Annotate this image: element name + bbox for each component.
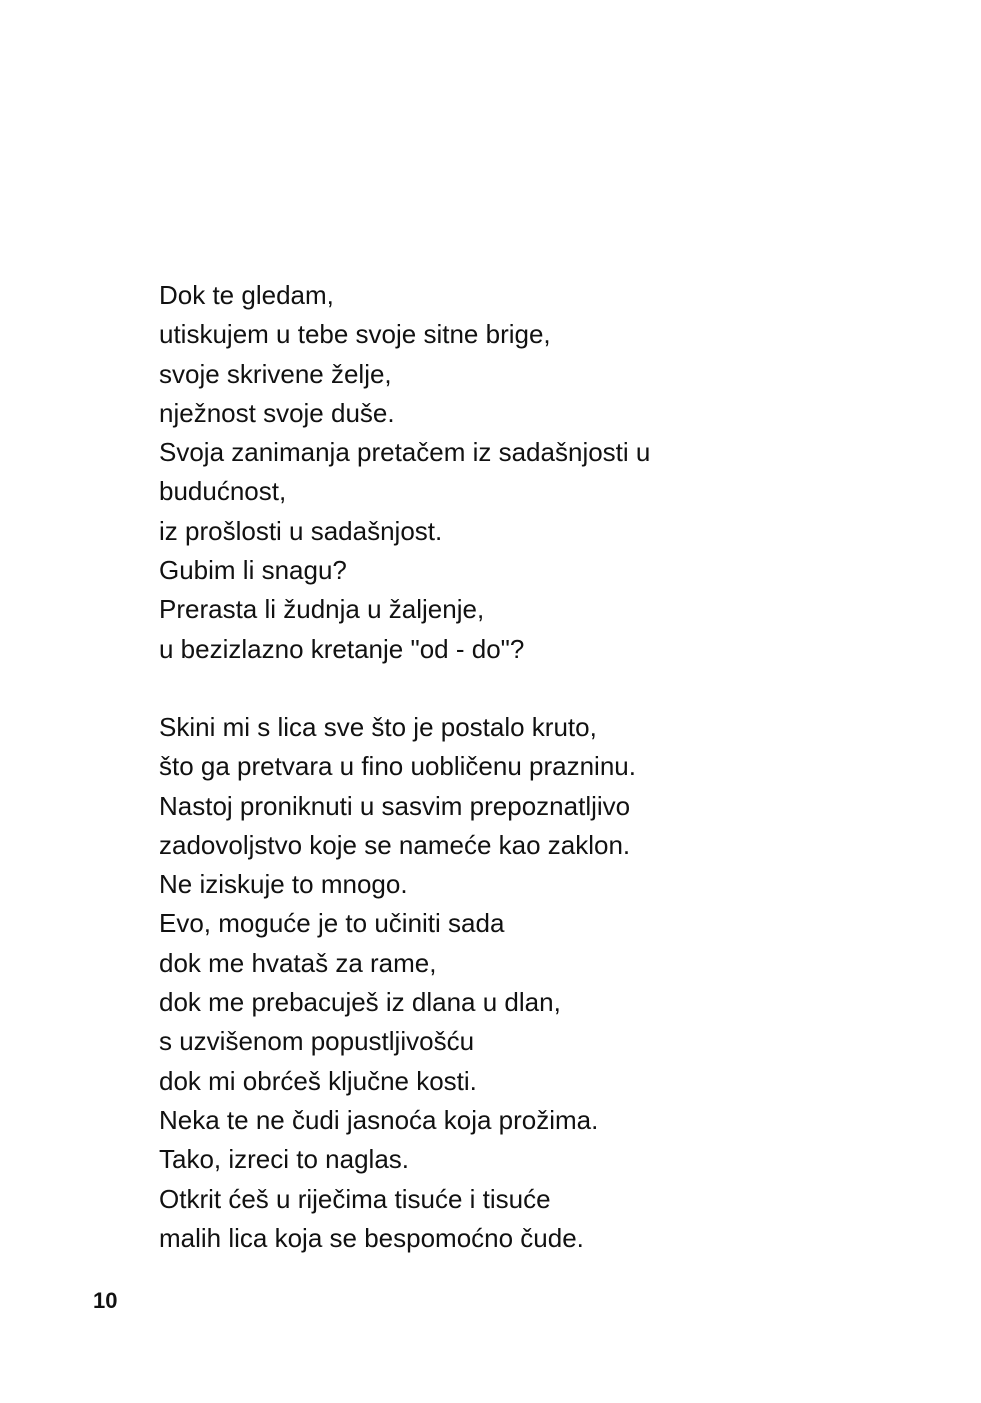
poem-line: Svoja zanimanja pretačem iz sadašnjosti u: [159, 437, 651, 468]
page-number: 10: [93, 1288, 118, 1313]
stanza-1: [159, 276, 859, 669]
poem-line: nježnost svoje duše.: [159, 397, 395, 428]
poem-line: iz prošlosti u sadašnjost.: [159, 515, 443, 546]
poem-line: Dok te gledam,: [159, 280, 334, 310]
poem-line: Otkrit ćeš u riječima tisuće i tisuće: [159, 1183, 551, 1214]
poem-line: svoje skrivene želje,: [159, 358, 392, 389]
poem-line: budućnost,: [159, 476, 287, 507]
poem-line: dok me prebacuješ iz dlana u dlan,: [159, 987, 561, 1018]
poem-line: Neka te ne čudi jasnoća koja prožima.: [159, 1104, 599, 1135]
poem-line: Prerasta li žudnja u žaljenje,: [159, 594, 485, 625]
poem-line: dok mi obrćeš ključne kosti.: [159, 1065, 477, 1096]
poem-line: Gubim li snagu?: [159, 555, 347, 586]
poem-line: što ga pretvara u fino uobličenu prazninu.: [159, 751, 636, 782]
poem-line: utiskujem u tebe svoje sitne brige,: [159, 319, 551, 350]
poem-line: u bezizlazno kretanje "od - do"?: [159, 633, 525, 664]
poem-line: zadovoljstvo koje se nameće kao zaklon.: [159, 829, 631, 860]
stanza-2: [159, 708, 859, 1258]
poem-line: Nastoj proniknuti u sasvim prepoznatljivo: [159, 790, 631, 821]
poem-line: Evo, moguće je to učiniti sada: [159, 908, 505, 939]
poem-line: dok me hvataš za rame,: [159, 947, 437, 978]
poem-text: [159, 276, 859, 1258]
poem-line: Tako, izreci to naglas.: [159, 1144, 410, 1175]
poem-line: Skini mi s lica sve što je postalo kruto,: [159, 711, 597, 742]
poem-line: Ne iziskuje to mnogo.: [159, 869, 408, 900]
poem-line: malih lica koja se bespomoćno čude.: [159, 1222, 584, 1253]
poem-line: s uzvišenom popustljivošću: [159, 1026, 475, 1057]
